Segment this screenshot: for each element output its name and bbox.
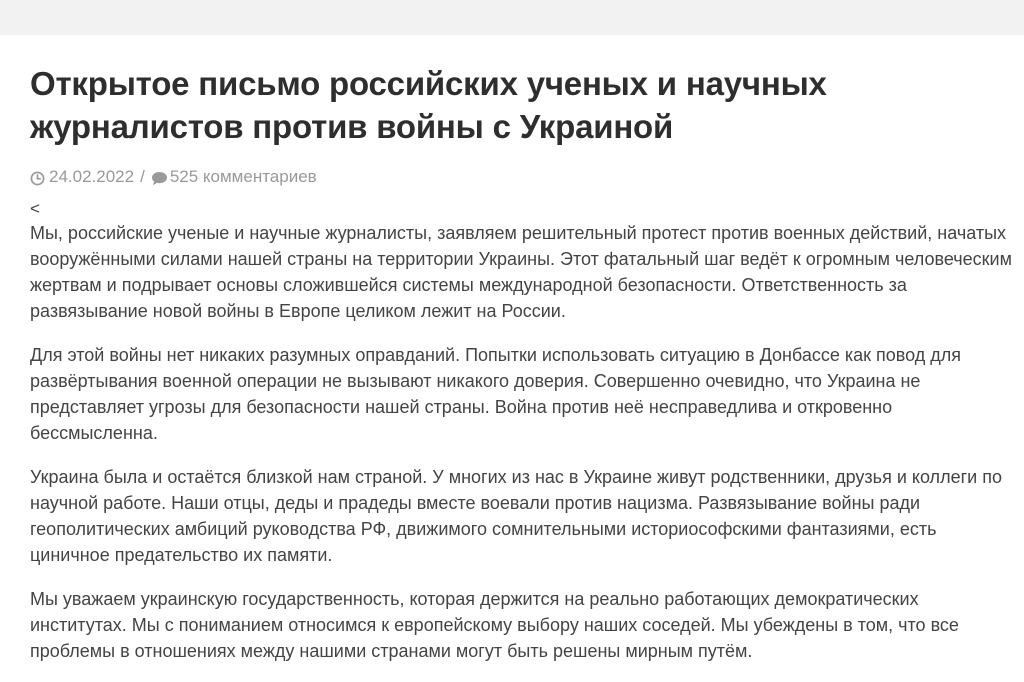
article-title: Открытое письмо российских ученых и научных журналистов против войны с Украиной bbox=[30, 65, 827, 145]
comments-link[interactable]: 525 комментариев bbox=[169, 167, 317, 186]
paragraph: Мы, российские ученые и научные журналисты, заявляем решительный протест против военных действий, начатых вооружёнными силами нашей страны на территории Украины. Этот фатальный шаг ведёт к огромным человеческим жертвам и подрывает основы сложившейся системы международной безопасности. Ответственность за развязывание новой войны в Европе целиком лежит на России. bbox=[30, 223, 1012, 321]
paragraph: Для этой войны нет никаких разумных оправданий. Попытки использовать ситуацию в Донбассе как повод для развёртывания военной операции не вызывают никакого доверия. Совершенно очевидно, что Украина не представляет угрозы для безопасности нашей страны. Война против неё несправедлива и откровенно бессмысленна. bbox=[30, 345, 961, 443]
article-meta bbox=[30, 166, 1015, 188]
top-bar bbox=[0, 0, 1024, 35]
paragraph: Украина была и остаётся близкой нам страной. У многих из нас в Украине живут родственники, друзья и коллеги по научной работе. Наши отцы, деды и прадеды вместе воевали против нацизма. Развязывание войны ради геополитических амбиций руководства РФ, движимого сомнительными историософскими фантазиями, есть циничное предательство их памяти. bbox=[30, 467, 1002, 565]
article-body bbox=[30, 220, 1015, 664]
publish-date: 24.02.2022 bbox=[49, 167, 135, 186]
paragraph: Мы уважаем украинскую государственность, которая держится на реально работающих демократических институтах. Мы с пониманием относимся к европейскому выбору наших соседей. Мы убеждены в том, что все проблемы в отношениях между нашими странами могут быть решены мирным путём. bbox=[30, 589, 959, 661]
meta-separator: / bbox=[140, 167, 145, 186]
article bbox=[30, 62, 1015, 682]
stray-character: < bbox=[30, 199, 40, 218]
clock-icon bbox=[30, 170, 45, 185]
comment-icon bbox=[151, 170, 166, 185]
